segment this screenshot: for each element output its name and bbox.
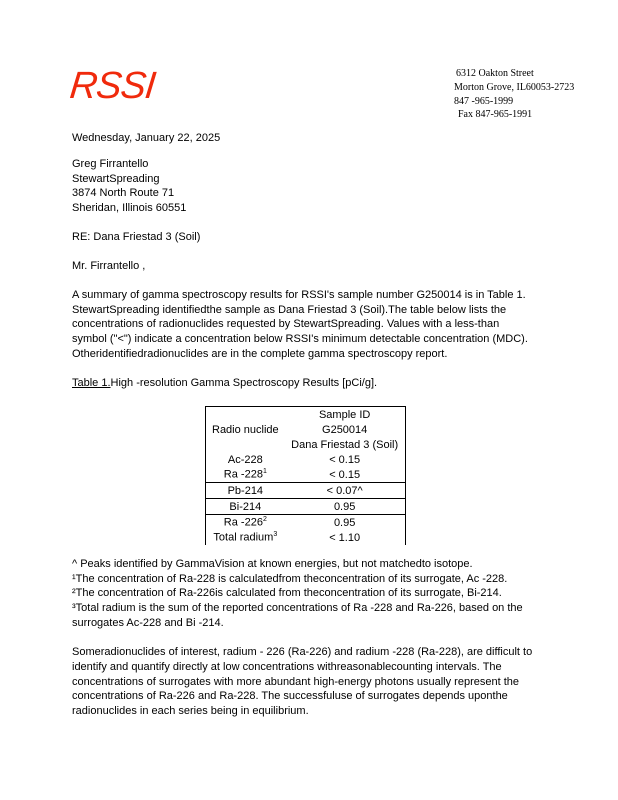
value: 0.95 xyxy=(333,516,356,529)
recipient-company: StewartSpreading xyxy=(72,173,160,185)
footnote-ref: 1 xyxy=(262,468,267,476)
paragraph-line: A summary of gamma spectroscopy results for RSSI's sample number G250014 is in Table 1. xyxy=(72,289,526,301)
table-title: High -resolution Gamma Spectroscopy Results [pCi/g]. xyxy=(110,377,378,389)
recipient-street: 3874 North Route 71 xyxy=(72,187,175,199)
results-table xyxy=(205,406,406,545)
nuclide: Ac-228 xyxy=(227,453,263,466)
re-line: RE: Dana Friestad 3 (Soil) xyxy=(72,231,201,243)
paragraph-line: concentrations of surrogates with more abundant high-energy photons usually represent the xyxy=(72,676,519,688)
address-line: Morton Grove, IL60053-2723 xyxy=(454,82,575,93)
paragraph-line: StewartSpreading identifiedthe sample as Dana Friestad 3 (Soil).The table below lists the xyxy=(72,304,507,316)
paragraph-line: concentrations of radionuclides requested by StewartSpreading. Values with a less-than xyxy=(72,318,500,330)
footnote-ref: 3 xyxy=(273,531,278,539)
nuclide: Pb-214 xyxy=(227,484,264,497)
table-row xyxy=(206,530,406,545)
phone: 847 -965-1999 xyxy=(454,96,514,107)
nuclide: Bi-214 xyxy=(229,500,262,513)
nuclide: Ra -226 xyxy=(223,516,263,529)
table-row xyxy=(206,515,406,531)
header-sample-id: Sample ID xyxy=(285,407,406,423)
value: < 0.07^ xyxy=(285,483,406,499)
address-line: 6312 Oakton Street xyxy=(456,68,534,79)
paragraph-line: symbol ("<") indicate a concentration below RSSI's minimum detectable concentration (MDC). xyxy=(72,333,528,345)
paragraph-line: Someradionuclides of interest, radium - 226 (Ra-226) and radium -228 (Ra-228), are difficult to xyxy=(72,646,533,658)
footnote-ref: 2 xyxy=(262,516,267,524)
footnote: ^ Peaks identified by GammaVision at known energies, but not matchedto isotope. xyxy=(72,558,473,570)
table-row xyxy=(206,452,406,467)
value: < 0.15 xyxy=(285,467,406,483)
fax: Fax 847-965-1991 xyxy=(458,109,533,120)
rssi-logo: RSSI xyxy=(67,65,157,107)
nuclide: Ra -228 xyxy=(223,468,263,481)
footnote: ²The concentration of Ra-226is calculated from theconcentration of its surrogate, Bi-214. xyxy=(72,587,502,599)
paragraph-line: Otheridentifiedradionuclides are in the complete gamma spectroscopy report. xyxy=(72,348,448,360)
footnote: ³Total radium is the sum of the reported concentrations of Ra -228 and Ra-226, based on the xyxy=(72,602,523,614)
table-caption xyxy=(72,376,377,391)
header-nuclide: Radio nuclide xyxy=(212,423,279,436)
recipient-name: Greg Firrantello xyxy=(72,158,149,170)
table-row xyxy=(206,483,406,499)
table-row xyxy=(206,467,406,483)
footnote: surrogates Ac-228 and Bi -214. xyxy=(72,617,224,629)
header-sample-name: Dana Friestad 3 (Soil) xyxy=(291,438,399,451)
table-label: Table 1. xyxy=(72,377,111,389)
nuclide: Total radium xyxy=(213,531,274,544)
paragraph-line: radionuclides in each series being in equilibrium. xyxy=(72,705,309,717)
footnote: ¹The concentration of Ra-228 is calculatedfrom theconcentration of its surrogate, Ac -228. xyxy=(72,573,508,585)
header-sample-number: G250014 xyxy=(322,423,368,436)
salutation: Mr. Firrantello , xyxy=(72,260,146,272)
date: Wednesday, January 22, 2025 xyxy=(72,132,221,144)
value: < 0.15 xyxy=(329,453,361,466)
paragraph-line: identify and quantify directly at low concentrations withreasonablecounting intervals. The xyxy=(72,661,502,673)
table-row xyxy=(206,499,406,515)
value: 0.95 xyxy=(285,499,406,515)
recipient-city: Sheridan, Illinois 60551 xyxy=(72,202,187,214)
paragraph-line: concentrations of Ra-226 and Ra-228. The successfuluse of surrogates depends uponthe xyxy=(72,690,508,702)
value: < 1.10 xyxy=(329,531,361,544)
